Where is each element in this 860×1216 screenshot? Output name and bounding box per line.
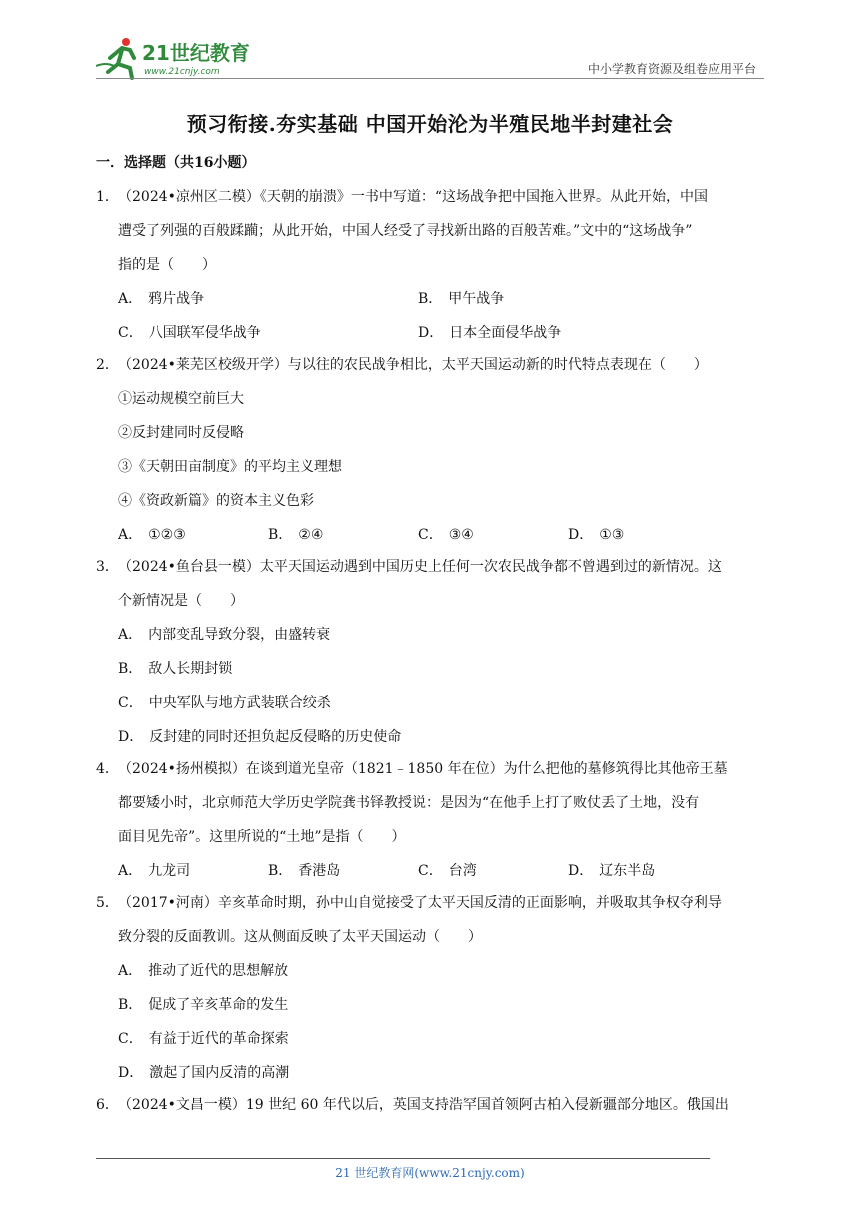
question-text: 致分裂的反面教训。这从侧面反映了太平天国运动（ ） <box>118 929 482 945</box>
option-c[interactable]: C． 中央军队与地方武装联合绞杀 <box>118 695 331 711</box>
question-number: 4． <box>96 761 119 777</box>
question-text: （2024•扬州模拟）在谈到道光皇帝（1821﹣1850 年在位）为什么把他的墓修筑得比其他帝王墓 <box>118 761 728 777</box>
question-text: 面目见先帝”。这里所说的“土地”是指（ ） <box>118 829 406 845</box>
question-number: 6． <box>96 1097 119 1113</box>
logo <box>96 36 266 80</box>
question-4 <box>96 752 764 888</box>
question-text: （2024•鱼台县一模）太平天国运动遇到中国历史上任何一次农民战争都不曾遇到过的新情况。这 <box>118 559 722 575</box>
platform-name: 中小学教育资源及组卷应用平台 <box>587 62 756 76</box>
question-text: （2024•莱芜区校级开学）与以往的农民战争相比，太平天国运动新的时代特点表现在（ ） <box>118 357 708 373</box>
logo-text: 21世纪教育 <box>142 41 250 65</box>
option-b[interactable]: B． 甲午战争 <box>418 291 505 307</box>
question-number: 1． <box>96 189 119 205</box>
runner-icon <box>96 38 134 78</box>
statement-item: ④《资政新篇》的资本主义色彩 <box>118 493 314 509</box>
option-a[interactable]: A． ①②③ <box>118 527 186 543</box>
option-a[interactable]: A． 内部变乱导致分裂，由盛转衰 <box>118 627 331 643</box>
footer-link[interactable]: 21 世纪教育网(www.21cnjy.com) <box>335 1166 525 1180</box>
option-d[interactable]: D． 反封建的同时还担负起反侵略的历史使命 <box>118 729 402 745</box>
question-3 <box>96 550 764 754</box>
question-text: （2024•文昌一模）19 世纪 60 年代以后，英国支持浩罕国首领阿古柏入侵新疆部分地区。俄国出 <box>118 1097 729 1113</box>
option-c[interactable]: C． 八国联军侵华战争 <box>118 325 261 341</box>
question-text: 都要矮小时，北京师范大学历史学院龚书铎教授说：是因为“在他手上打了败仗丢了土地，没有 <box>118 795 700 811</box>
option-a[interactable]: A． 鸦片战争 <box>118 291 205 307</box>
logo-url: www.21cnjy.com <box>144 67 220 77</box>
option-a[interactable]: A． 九龙司 <box>118 863 191 879</box>
option-d[interactable]: D． ①③ <box>568 527 625 543</box>
option-c[interactable]: C． ③④ <box>418 527 474 543</box>
question-text: 遭受了列强的百般蹂躏；从此开始，中国人经受了寻找新出路的百般苦难。”文中的“这场战争” <box>118 223 693 239</box>
option-d[interactable]: D． 日本全面侵华战争 <box>418 325 562 341</box>
option-b[interactable]: B． ②④ <box>268 527 324 543</box>
page-header <box>0 0 860 90</box>
question-number: 3． <box>96 559 119 575</box>
statement-item: ③《天朝田亩制度》的平均主义理想 <box>118 459 342 475</box>
question-text: 个新情况是（ ） <box>118 593 244 609</box>
question-text: 指的是（ ） <box>118 257 216 273</box>
question-number: 5． <box>96 895 119 911</box>
option-c[interactable]: C． 有益于近代的革命探索 <box>118 1031 289 1047</box>
statement-item: ①运动规模空前巨大 <box>118 391 244 407</box>
option-b[interactable]: B． 促成了辛亥革命的发生 <box>118 997 289 1013</box>
question-1 <box>96 180 764 350</box>
section-heading: 一．选择题（共16小题） <box>96 155 256 171</box>
page-title: 预习衔接.夯实基础 中国开始沦为半殖民地半封建社会 <box>186 112 674 136</box>
option-c[interactable]: C． 台湾 <box>418 863 477 879</box>
question-6 <box>96 1088 764 1122</box>
option-b[interactable]: B． 香港岛 <box>268 863 341 879</box>
option-b[interactable]: B． 敌人长期封锁 <box>118 661 233 677</box>
statement-item: ②反封建同时反侵略 <box>118 425 244 441</box>
question-2 <box>96 348 764 552</box>
footer-divider <box>96 1158 710 1159</box>
question-number: 2． <box>96 357 119 373</box>
header-divider <box>96 78 764 79</box>
option-d[interactable]: D． 激起了国内反清的高潮 <box>118 1065 290 1081</box>
question-text: （2017•河南）辛亥革命时期，孙中山自觉接受了太平天国反清的正面影响，并吸取其争权夺利导 <box>118 895 722 911</box>
option-a[interactable]: A． 推动了近代的思想解放 <box>118 963 289 979</box>
question-text: （2024•凉州区二模）《天朝的崩溃》一书中写道：“这场战争把中国拖入世界。从此开始，中国 <box>118 189 709 205</box>
option-d[interactable]: D． 辽东半岛 <box>568 863 656 879</box>
question-5 <box>96 886 764 1090</box>
